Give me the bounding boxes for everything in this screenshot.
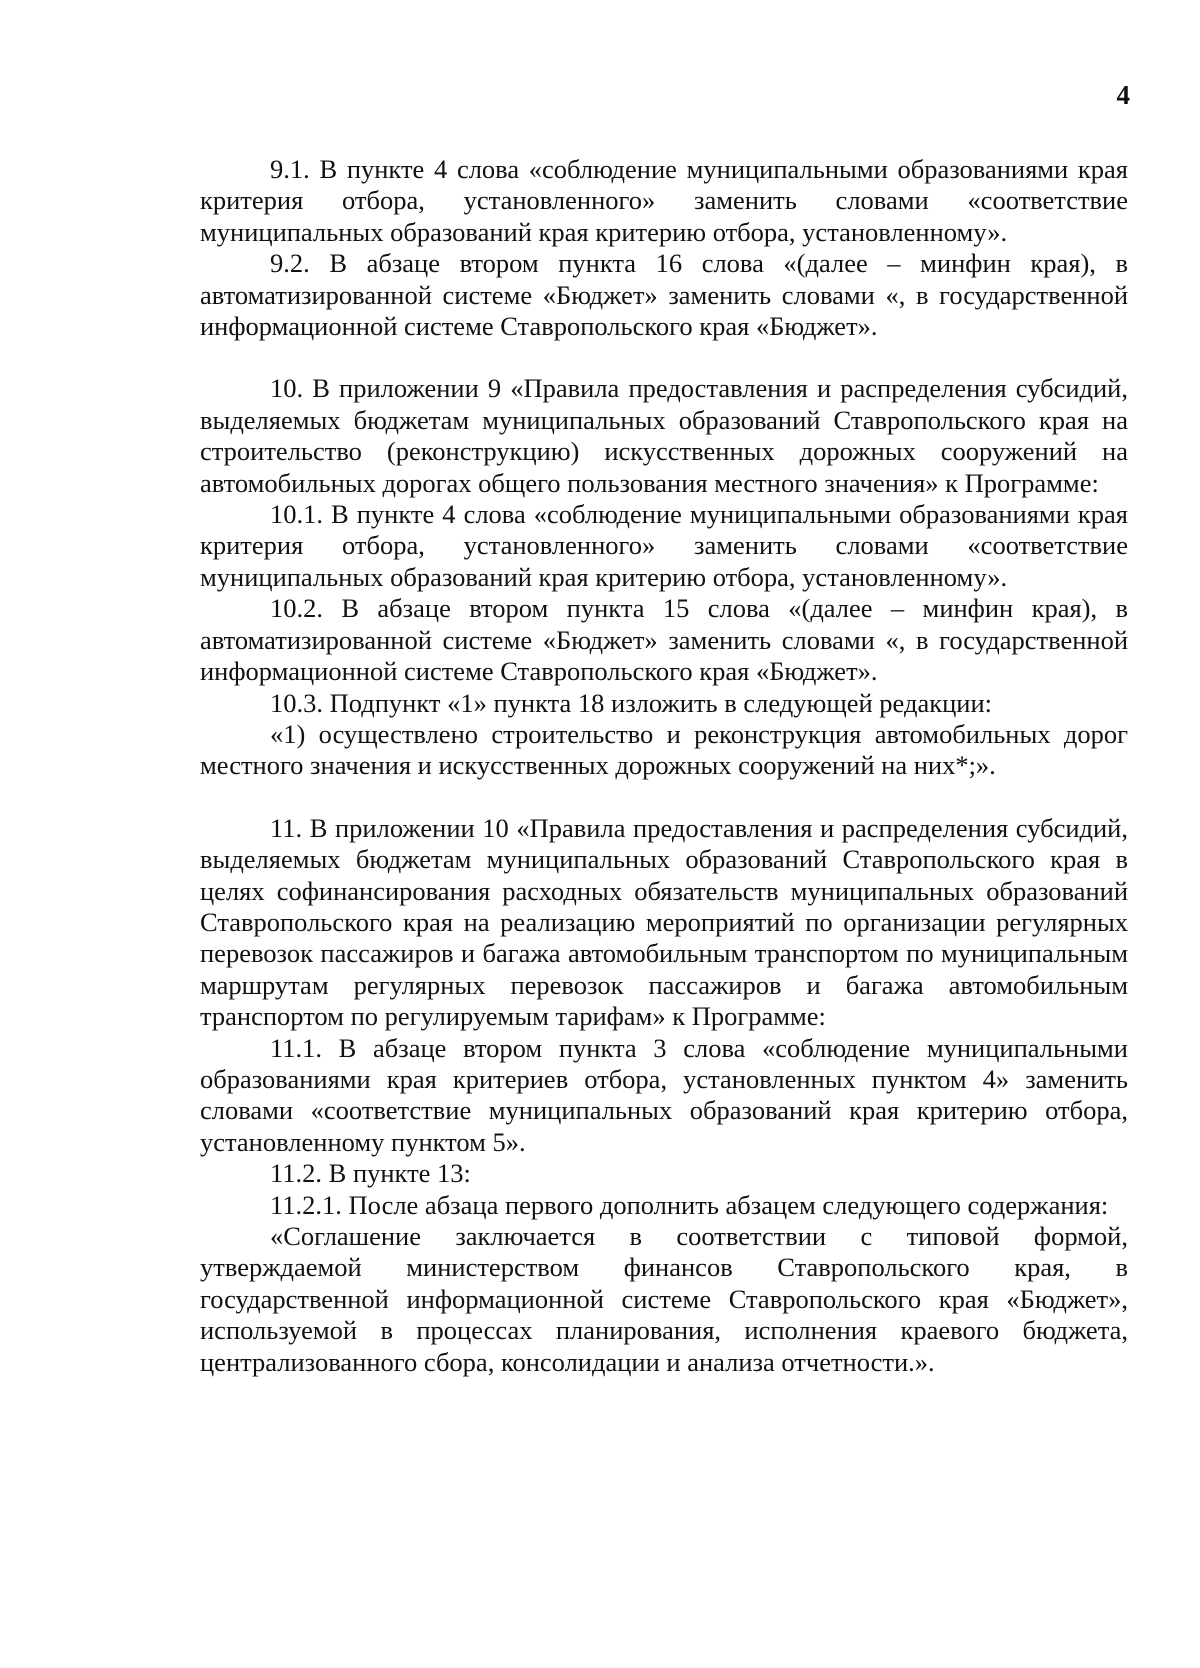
document-body xyxy=(200,154,1128,1378)
paragraph-10-3: 10.3. Подпункт «1» пункта 18 изложить в следующей редакции: xyxy=(270,687,992,718)
paragraph-10-2: 10.2. В абзаце втором пункта 15 слова «(далее – минфин края), в автоматизированной системе «Бюджет» заменить словами «, в государственной информационной системе Ставропольского края «Бюджет». xyxy=(200,593,1128,687)
paragraph-10: 10. В приложении 9 «Правила предоставления и распределения субсидий, выделяемых бюджетам муниципальных образований Ставропольского края на строительство (реконструкцию) искусственных дорожных сооружений на автомобильных дорогах общего пользования местного значения» к Программе: xyxy=(200,373,1128,498)
paragraph-11: 11. В приложении 10 «Правила предоставления и распределения субсидий, выделяемых бюджетам муниципальных образований Ставропольского края в целях софинансирования расходных обязательств муниципальных образований Ставропольского края на реализацию мероприятий по организации регулярных перевозок пассажиров и багажа автомобильным транспортом по муниципальным маршрутам регулярных перевозок пассажиров и багажа автомобильным транспортом по регулируемым тарифам» к Программе: xyxy=(200,812,1128,1032)
paragraph-11-2: 11.2. В пункте 13: xyxy=(270,1158,471,1189)
paragraph-9-1: 9.1. В пункте 4 слова «соблюдение муниципальными образованиями края критерия отбора, установленного» заменить словами «соответствие муниципальных образований края критерию отбора, установленному». xyxy=(200,154,1128,247)
paragraph-11-2-1-quote: «Соглашение заключается в соответствии с типовой формой, утверждаемой министерством финансов Ставропольского края, в государственной информационной системе Ставропольского края «Бюджет», используемой в процессах планирования, исполнения краевого бюджета, централизованного сбора, консолидации и анализа отчетности.». xyxy=(200,1221,1128,1377)
paragraph-11-2-1: 11.2.1. После абзаца первого дополнить абзацем следующего содержания: xyxy=(270,1189,1109,1220)
page-number: 4 xyxy=(1116,80,1130,110)
paragraph-9-2: 9.2. В абзаце втором пункта 16 слова «(далее – минфин края), в автоматизированной системе «Бюджет» заменить словами «, в государственной информационной системе Ставропольского края «Бюджет». xyxy=(200,248,1128,342)
paragraph-10-1: 10.1. В пункте 4 слова «соблюдение муниципальными образованиями края критерия отбора, установленного» заменить словами «соответствие муниципальных образований края критерию отбора, установленному». xyxy=(200,499,1128,592)
paragraph-10-3-quote: «1) осуществлено строительство и реконструкция автомобильных дорог местного значения и искусственных дорожных сооружений на них*;». xyxy=(200,718,1128,781)
paragraph-11-1: 11.1. В абзаце втором пункта 3 слова «соблюдение муниципальными образованиями края критериев отбора, установленных пунктом 4» заменить словами «соответствие муниципальных образований края критерию отбора, установленному пунктом 5». xyxy=(200,1032,1128,1157)
